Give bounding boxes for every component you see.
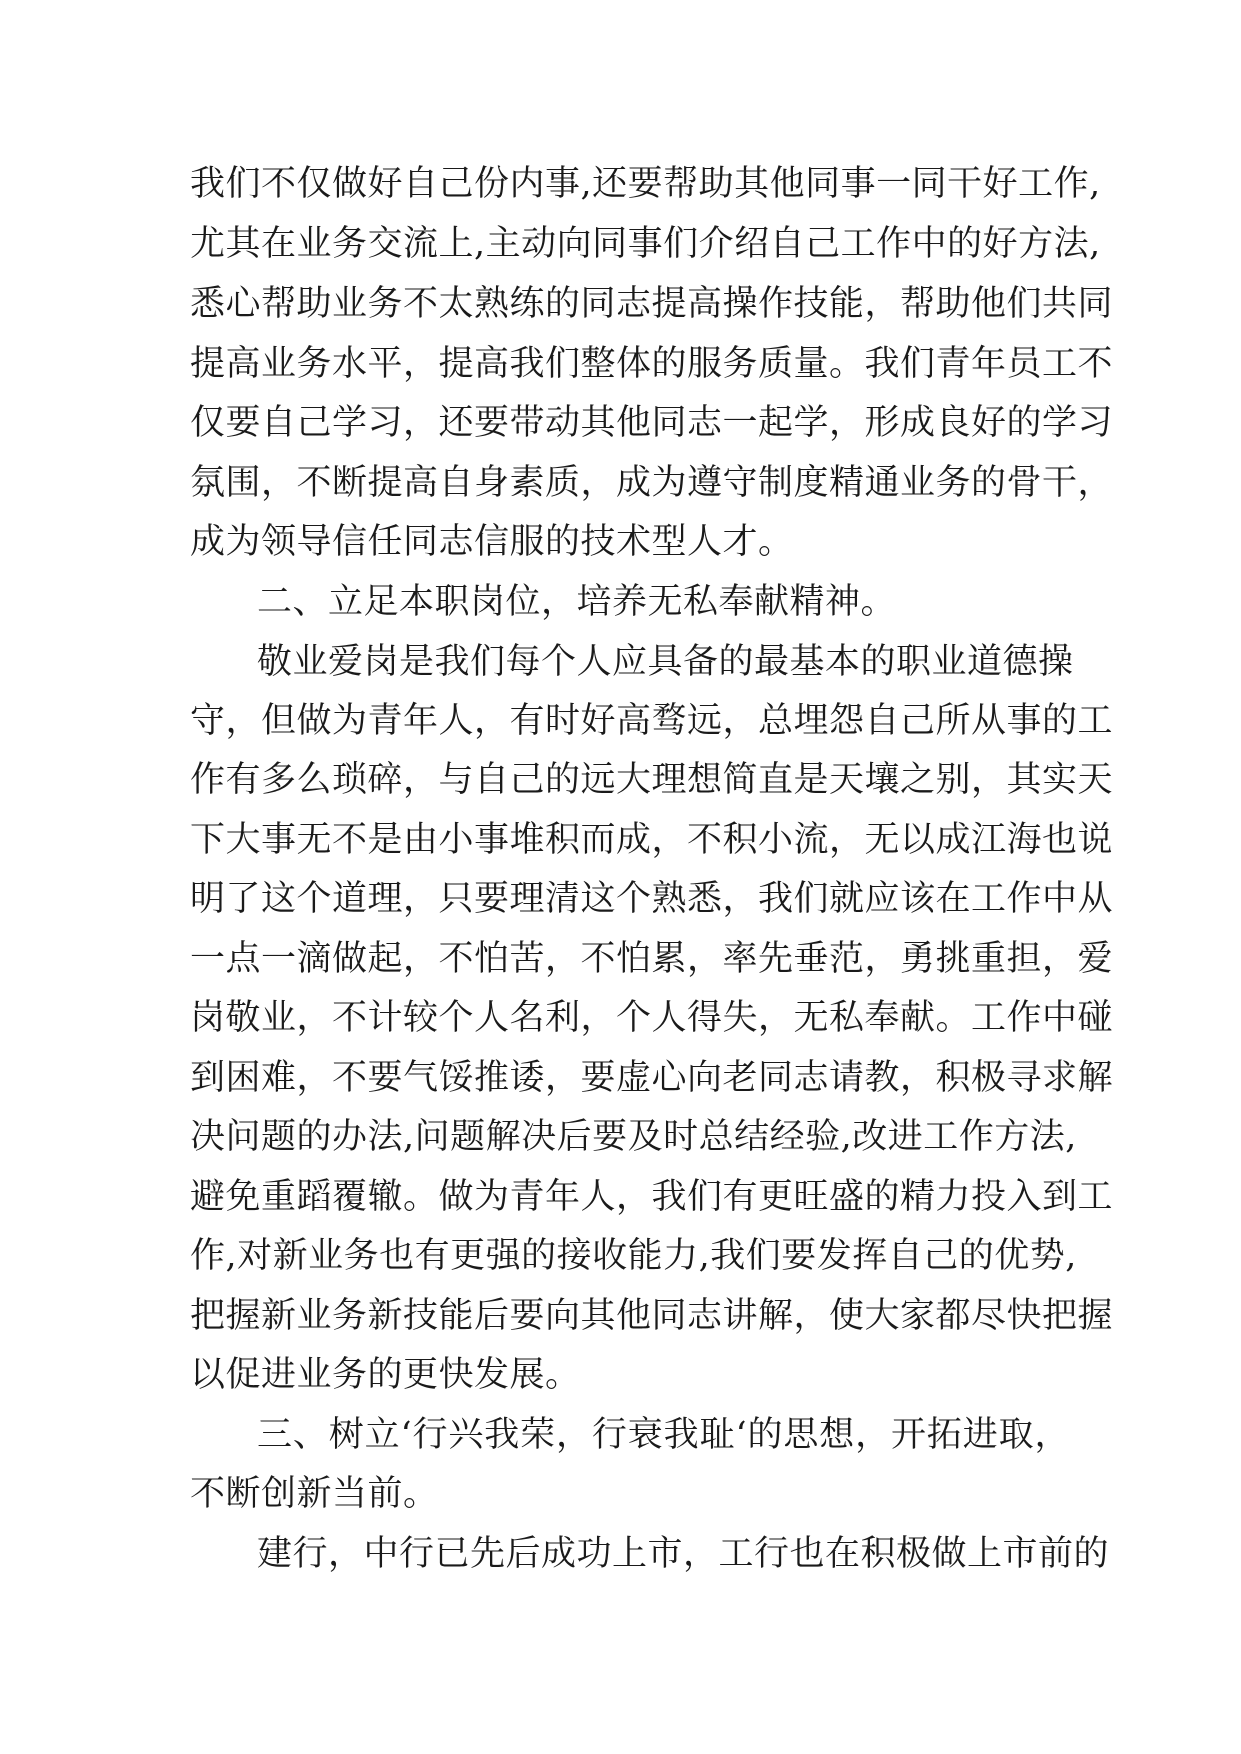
text-line: 一点一滴做起，不怕苦，不怕累，率先垂范，勇挑重担，爱 [190,939,1114,979]
text-line: 作,对新业务也有更强的接收能力,我们要发挥自己的优势, [190,1236,1077,1276]
text-line: 把握新业务新技能后要向其他同志讲解，使大家都尽快把握 [190,1296,1114,1336]
text-line: 成为领导信任同志信服的技术型人才。 [190,522,794,562]
text-line: 悉心帮助业务不太熟练的同志提高操作技能，帮助他们共同 [190,284,1114,324]
text-line: 守，但做为青年人，有时好高骛远，总埋怨自己所从事的工 [190,701,1114,741]
text-line: 建行，中行已先后成功上市，工行也在积极做上市前的 [257,1534,1110,1574]
section-heading: 三、树立‘行兴我荣，行衰我耻‘的思想，开拓进取， [257,1415,1070,1455]
text-line: 以促进业务的更快发展。 [190,1355,581,1395]
text-line: 我们不仅做好自己份内事,还要帮助其他同事一同干好工作, [190,164,1101,204]
text-line: 尤其在业务交流上,主动向同事们介绍自己工作中的好方法, [190,224,1101,264]
text-line: 到困难，不要气馁推诿，要虚心向老同志请教，积极寻求解 [190,1058,1114,1098]
text-line: 避免重蹈覆辙。做为青年人，我们有更旺盛的精力投入到工 [190,1177,1114,1217]
text-line: 下大事无不是由小事堆积而成，不积小流，无以成江海也说 [190,820,1114,860]
text-line: 氛围，不断提高自身素质，成为遵守制度精通业务的骨干， [190,463,1114,503]
text-line: 岗敬业，不计较个人名利，个人得失，无私奉献。工作中碰 [190,998,1114,1038]
text-line: 作有多么琐碎，与自己的远大理想简直是天壤之别，其实天 [190,760,1114,800]
text-line: 仅要自己学习，还要带动其他同志一起学，形成良好的学习 [190,403,1114,443]
text-line: 提高业务水平，提高我们整体的服务质量。我们青年员工不 [190,344,1114,384]
section-heading-continued: 不断创新当前。 [190,1474,439,1514]
section-heading: 二、立足本职岗位，培养无私奉献精神。 [257,582,897,622]
text-line: 明了这个道理，只要理清这个熟悉，我们就应该在工作中从 [190,879,1114,919]
text-line: 敬业爱岗是我们每个人应具备的最基本的职业道德操 [257,642,1074,682]
text-line: 决问题的办法,问题解决后要及时总结经验,改进工作方法, [190,1117,1077,1157]
